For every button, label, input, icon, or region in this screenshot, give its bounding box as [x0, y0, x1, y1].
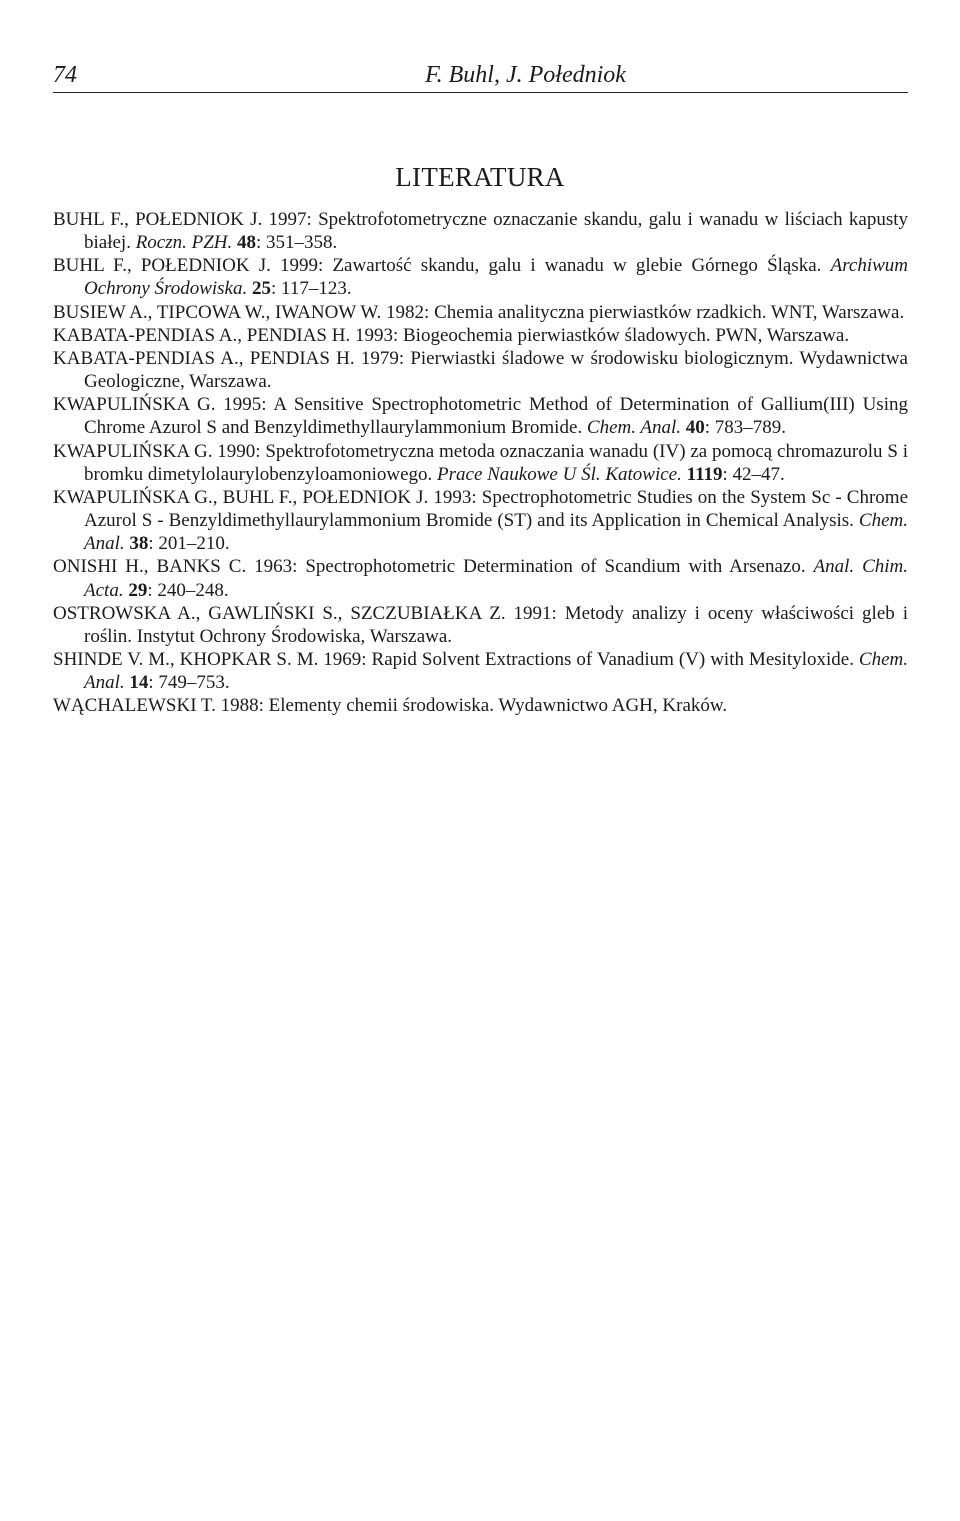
reference-item — [53, 393, 908, 439]
reference-pages: : 201–210. — [148, 533, 230, 555]
reference-item — [53, 694, 908, 717]
reference-main-text: KWAPULIŃSKA G. 1995: A Sensitive Spectrophotometric Method of Determination of Gallium(III) Using Chrome Azurol S and Benzyldimethyllaurylammonium Bromide. — [53, 394, 908, 439]
reference-item — [53, 602, 908, 648]
reference-volume: 38 — [124, 533, 149, 555]
section-title-text: LITERATURA — [395, 162, 565, 192]
header-rule — [53, 92, 908, 93]
reference-item — [53, 486, 908, 555]
running-head: F. Buhl, J. Połedniok — [425, 62, 626, 88]
reference-journal: Roczn. PZH. — [135, 232, 233, 254]
reference-list — [53, 208, 908, 717]
reference-pages: : 42–47. — [722, 463, 785, 485]
reference-main-text: BUSIEW A., TIPCOWA W., IWANOW W. 1982: Chemia analityczna pierwiastków rzadkich. WNT, Warszawa. — [53, 301, 905, 323]
reference-volume: 1119 — [681, 463, 723, 485]
reference-pages: : 783–789. — [704, 417, 787, 439]
reference-pages: : 351–358. — [256, 232, 338, 254]
reference-pages: : 117–123. — [271, 278, 352, 300]
reference-main-text: BUHL F., POŁEDNIOK J. 1997: Spektrofotometryczne oznaczanie skandu, galu i wanadu w liściach kapusty białej. — [53, 209, 908, 254]
reference-main-text: KWAPULIŃSKA G. 1990: Spektrofotometryczna metoda oznaczania wanadu (IV) za pomocą chromazurolu S i bromku dimetylolaurylobenzyloamoniowego. — [53, 440, 908, 485]
reference-volume: 29 — [123, 579, 148, 601]
reference-item — [53, 555, 908, 601]
reference-main-text: KABATA-PENDIAS A., PENDIAS H. 1979: Pierwiastki śladowe w środowisku biologicznym. Wydawnictwa Geologiczne, Warszawa. — [53, 347, 908, 393]
reference-main-text: KABATA-PENDIAS A., PENDIAS H. 1993: Biogeochemia pierwiastków śladowych. PWN, Warszawa. — [53, 324, 850, 346]
reference-volume: 48 — [232, 232, 257, 254]
reference-main-text: ONISHI H., BANKS C. 1963: Spectrophotometric Determination of Scandium with Arsenazo. — [53, 556, 814, 578]
reference-journal: Anal. Chim. Acta. — [84, 556, 908, 601]
reference-item — [53, 347, 908, 393]
reference-journal: Chem. Anal. — [84, 648, 908, 694]
reference-journal: Archiwum Ochrony Środowiska. — [84, 255, 908, 300]
page-number: 74 — [53, 62, 77, 88]
reference-volume: 14 — [124, 672, 149, 694]
reference-item — [53, 440, 908, 486]
section-title — [0, 161, 960, 193]
page-header — [53, 58, 908, 94]
reference-main-text: OSTROWSKA A., GAWLIŃSKI S., SZCZUBIAŁKA Z. 1991: Metody analizy i oceny właściwości gleb i roślin. Instytut Ochrony Środowiska, Warszawa. — [53, 602, 908, 647]
reference-pages: : 749–753. — [148, 672, 230, 694]
reference-item — [53, 324, 908, 347]
reference-main-text: WĄCHALEWSKI T. 1988: Elementy chemii środowiska. Wydawnictwo AGH, Kraków. — [53, 695, 728, 717]
reference-pages: : 240–248. — [147, 579, 229, 601]
reference-main-text: BUHL F., POŁEDNIOK J. 1999: Zawartość skandu, galu i wanadu w glebie Górnego Śląska. — [53, 255, 831, 277]
reference-item — [53, 254, 908, 300]
reference-volume: 40 — [681, 417, 705, 439]
reference-main-text: SHINDE V. M., KHOPKAR S. M. 1969: Rapid Solvent Extractions of Vanadium (V) with Mesityloxide. — [53, 648, 859, 670]
reference-journal: Chem. Anal. — [84, 510, 908, 555]
reference-journal: Prace Naukowe U Śl. Katowice. — [437, 463, 682, 485]
reference-item — [53, 208, 908, 254]
reference-item — [53, 301, 908, 324]
reference-main-text: KWAPULIŃSKA G., BUHL F., POŁEDNIOK J. 1993: Spectrophotometric Studies on the System Sc - Chrome Azurol S - Benzyldimethyllaurylammonium Bromide (ST) and its Application in Chemical Analysis. — [53, 486, 908, 532]
reference-journal: Chem. Anal. — [586, 417, 682, 439]
reference-item — [53, 648, 908, 694]
reference-volume: 25 — [247, 278, 271, 300]
